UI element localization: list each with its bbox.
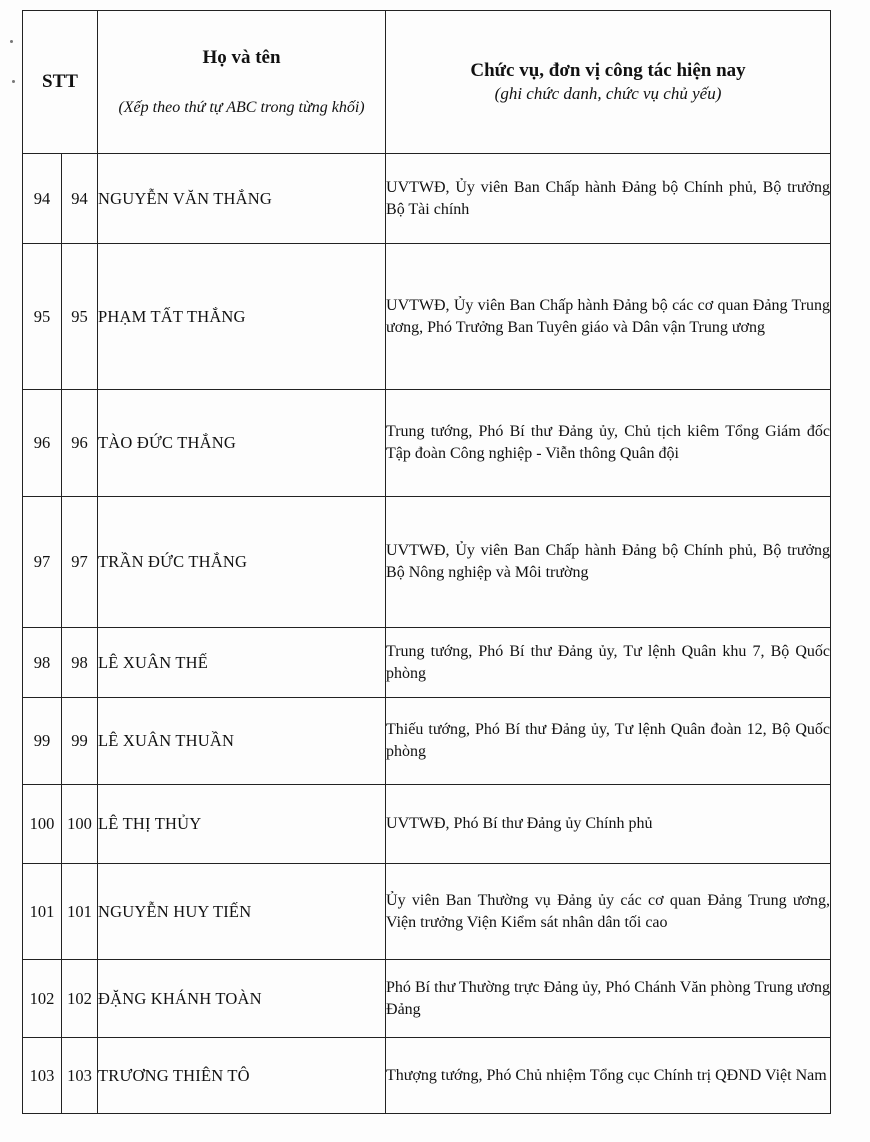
table-row (23, 960, 831, 1038)
stt-cell: 96 (23, 390, 62, 497)
role-cell: Ủy viên Ban Thường vụ Đảng ủy các cơ quan Đảng Trung ương, Viện trưởng Viện Kiểm sát nhân dân tối cao (386, 864, 831, 960)
table-row (23, 497, 831, 628)
order-cell: 101 (62, 864, 98, 960)
role-cell: Trung tướng, Phó Bí thư Đảng ủy, Tư lệnh Quân khu 7, Bộ Quốc phòng (386, 628, 831, 698)
name-cell: ĐẶNG KHÁNH TOÀN (98, 960, 386, 1038)
stt-cell: 95 (23, 244, 62, 390)
role-header-note: (ghi chức danh, chức vụ chủ yếu) (494, 84, 722, 103)
table-row (23, 390, 831, 497)
stt-cell: 103 (23, 1038, 62, 1114)
role-cell: UVTWĐ, Phó Bí thư Đảng ủy Chính phủ (386, 785, 831, 864)
role-cell: Phó Bí thư Thường trực Đảng ủy, Phó Chánh Văn phòng Trung ương Đảng (386, 960, 831, 1038)
table-row (23, 244, 831, 390)
stt-cell: 94 (23, 154, 62, 244)
name-header-note: (Xếp theo thứ tự ABC trong từng khối) (118, 99, 365, 116)
order-cell: 98 (62, 628, 98, 698)
order-cell: 94 (62, 154, 98, 244)
name-cell: LÊ THỊ THỦY (98, 785, 386, 864)
name-cell: TRƯƠNG THIÊN TÔ (98, 1038, 386, 1114)
name-cell: TRẦN ĐỨC THẮNG (98, 497, 386, 628)
name-cell: NGUYỄN HUY TIẾN (98, 864, 386, 960)
table-row (23, 154, 831, 244)
order-cell: 100 (62, 785, 98, 864)
role-cell: UVTWĐ, Ủy viên Ban Chấp hành Đảng bộ các cơ quan Đảng Trung ương, Phó Trưởng Ban Tuyên giáo và Dân vận Trung ương (386, 244, 831, 390)
stt-header: STT (23, 11, 98, 154)
scan-speck (10, 40, 13, 43)
scan-speck (12, 80, 15, 83)
order-cell: 96 (62, 390, 98, 497)
role-cell: Thượng tướng, Phó Chủ nhiệm Tổng cục Chính trị QĐND Việt Nam (386, 1038, 831, 1114)
table-header (23, 11, 831, 154)
order-cell: 103 (62, 1038, 98, 1114)
stt-cell: 100 (23, 785, 62, 864)
role-header-title: Chức vụ, đơn vị công tác hiện nay (470, 60, 746, 81)
order-cell: 99 (62, 698, 98, 785)
stt-cell: 98 (23, 628, 62, 698)
role-header (386, 11, 831, 154)
name-header (98, 11, 386, 154)
role-cell: UVTWĐ, Ủy viên Ban Chấp hành Đảng bộ Chính phủ, Bộ trưởng Bộ Tài chính (386, 154, 831, 244)
order-cell: 97 (62, 497, 98, 628)
role-cell: Trung tướng, Phó Bí thư Đảng ủy, Chủ tịch kiêm Tổng Giám đốc Tập đoàn Công nghiệp - Viễn thông Quân đội (386, 390, 831, 497)
table-row (23, 785, 831, 864)
stt-cell: 102 (23, 960, 62, 1038)
stt-cell: 101 (23, 864, 62, 960)
table-row (23, 698, 831, 785)
table-row (23, 864, 831, 960)
candidate-table (22, 10, 831, 1114)
name-cell: NGUYỄN VĂN THẮNG (98, 154, 386, 244)
name-cell: LÊ XUÂN THẾ (98, 628, 386, 698)
name-cell: TÀO ĐỨC THẮNG (98, 390, 386, 497)
table-row (23, 1038, 831, 1114)
stt-cell: 97 (23, 497, 62, 628)
stt-cell: 99 (23, 698, 62, 785)
order-cell: 95 (62, 244, 98, 390)
name-cell: LÊ XUÂN THUẦN (98, 698, 386, 785)
order-cell: 102 (62, 960, 98, 1038)
name-header-title: Họ và tên (202, 47, 281, 68)
role-cell: UVTWĐ, Ủy viên Ban Chấp hành Đảng bộ Chính phủ, Bộ trưởng Bộ Nông nghiệp và Môi trường (386, 497, 831, 628)
table-row (23, 628, 831, 698)
name-cell: PHẠM TẤT THẮNG (98, 244, 386, 390)
role-cell: Thiếu tướng, Phó Bí thư Đảng ủy, Tư lệnh Quân đoàn 12, Bộ Quốc phòng (386, 698, 831, 785)
